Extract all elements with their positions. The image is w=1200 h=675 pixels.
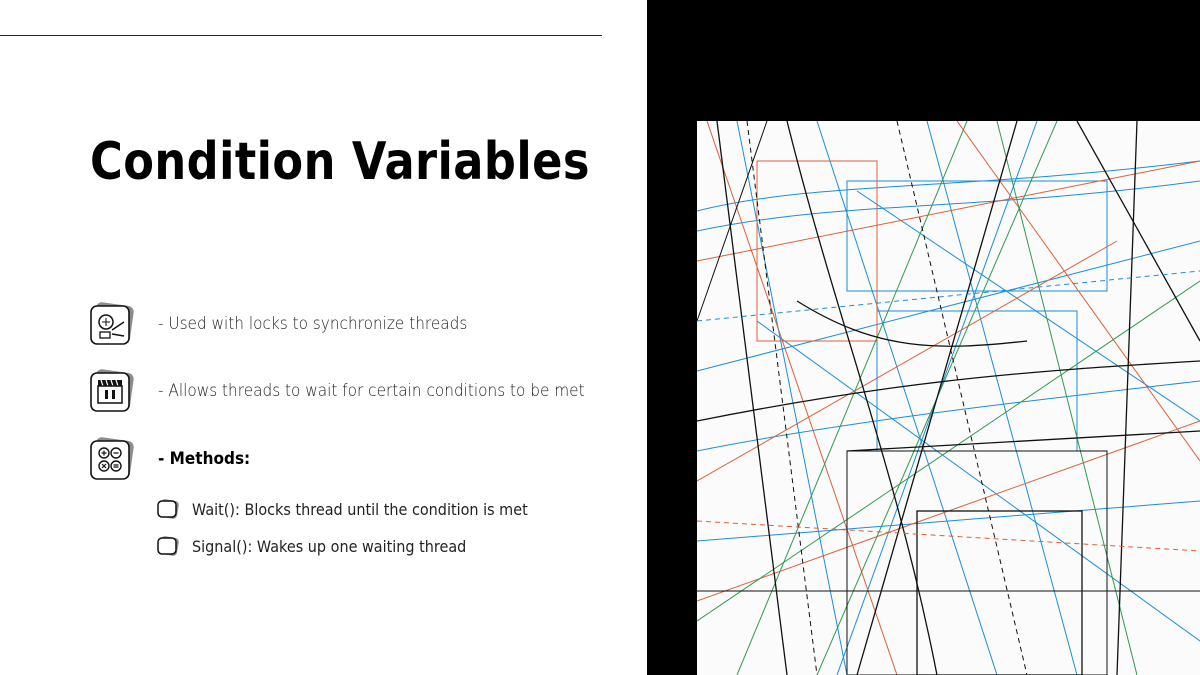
bullet-item — [88, 435, 251, 483]
bullet-item — [88, 300, 468, 348]
bullet-text: - Allows threads to wait for certain conditions to be met — [158, 381, 585, 401]
bullet-text: - Methods: — [158, 449, 251, 469]
square-bullet-icon — [156, 497, 182, 521]
sewing-pattern-image — [697, 121, 1200, 675]
bullet-text: - Used with locks to synchronize threads — [158, 314, 468, 334]
sub-bullet-text: Wait(): Blocks thread until the condition is met — [192, 499, 528, 519]
clapperboard-pause-icon — [88, 367, 136, 415]
slide-title: Condition Variables — [90, 132, 590, 192]
lock-wrench-icon — [88, 300, 136, 348]
top-divider — [0, 35, 602, 36]
sub-bullet-text: Signal(): Wakes up one waiting thread — [192, 536, 467, 556]
sub-bullet-item — [156, 534, 467, 558]
square-bullet-icon — [156, 534, 182, 558]
calculator-icon — [88, 435, 136, 483]
sub-bullet-item — [156, 497, 528, 521]
bullet-item — [88, 367, 585, 415]
